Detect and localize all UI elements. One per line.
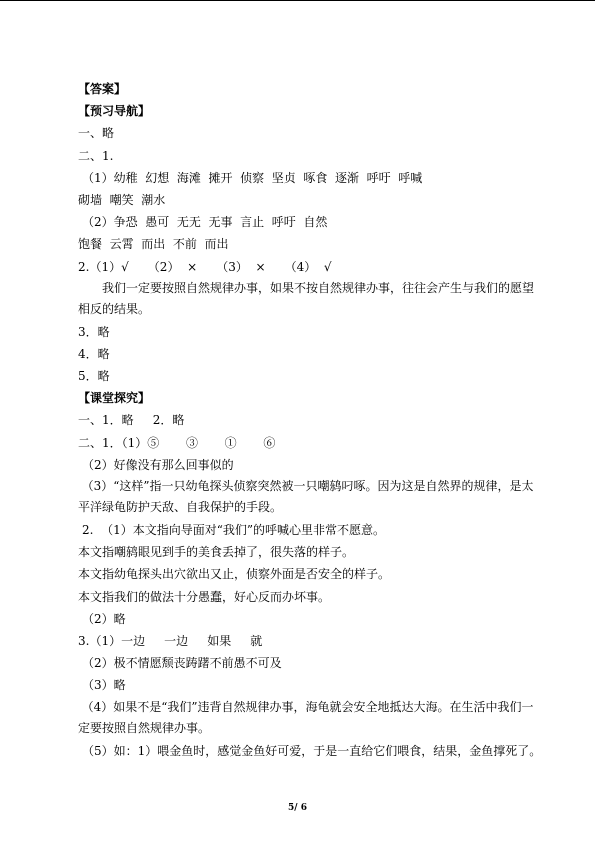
class-line-6: 本文指幼龟探头出穴欲出又止，侦察外面是否安全的样子。	[78, 567, 391, 582]
preview-line-1: 一、略	[78, 126, 115, 141]
class-line-10: （2）极不情愿颓丧踌躇不前愚不可及	[82, 656, 282, 671]
class-line-12: （5）如：1）喂金鱼时，感觉金鱼好可爱，于是一直给它们喂食，结果，金鱼撑死了。	[82, 743, 542, 758]
answer-heading: 【答案】	[78, 82, 127, 96]
class-line-3: （2）好像没有那么回事似的	[82, 457, 234, 472]
preview-line-7: 2.（1）√ （2） × （3） × （4） √	[78, 259, 332, 274]
preview-line-10: 5．略	[78, 369, 110, 384]
preview-line-4: 砌墙 嘲笑 潮水	[78, 192, 166, 207]
preview-line-9: 4．略	[78, 346, 110, 361]
class-line-11: （3）略	[82, 678, 126, 693]
document-body	[78, 78, 540, 762]
preview-line-6: 饱餐 云霄 而出 不前 而出	[78, 237, 229, 252]
class-line-9: 3.（1）一边 一边 如果 就	[78, 633, 263, 648]
class-paragraph-1: （3）“这样”指一只幼龟探头侦察突然被一只嘲鸫叼啄。因为这是自然界的规律，是太平洋绿龟防护天敌、自我保护的手段。	[78, 479, 534, 514]
class-line-5: 本文指嘲鸫眼见到手的美食丢掉了，很失落的样子。	[78, 545, 355, 560]
class-line-4: 2. （1）本文指向导面对“我们”的呼喊心里非常不愿意。	[82, 523, 385, 537]
class-line-8: （2）略	[82, 611, 126, 626]
top-rule	[0, 0, 595, 1]
preview-line-5: （2）争恐 愚可 无无 无事 言止 呼吁 自然	[82, 215, 328, 230]
class-heading: 【课堂探究】	[78, 391, 151, 406]
preview-line-3: （1）幼稚 幻想 海滩 摊开 侦察 坚贞 啄食 逐渐 呼吁 呼喊	[82, 170, 423, 185]
preview-line-2: 二、1.	[78, 148, 114, 163]
class-line-7: 本文指我们的做法十分愚蠢，好心反而办坏事。	[78, 589, 331, 604]
class-line-1: 一、1．略 2．略	[78, 413, 185, 428]
page-number: 5/ 6	[288, 803, 307, 813]
preview-line-8: 3．略	[78, 324, 110, 339]
class-paragraph-2: （4）如果不是“我们”违背自然规律办事，海龟就会安全地抵达大海。在生活中我们一定要按照自然规律办事。	[78, 699, 534, 735]
preview-paragraph-1: 我们一定要按照自然规律办事，如果不按自然规律办事，往往会产生与我们的愿望相反的结果。	[78, 280, 535, 316]
preview-heading: 【预习导航】	[78, 104, 151, 119]
class-line-2: 二、1．（1）⑤ ③ ① ⑥	[78, 435, 276, 450]
